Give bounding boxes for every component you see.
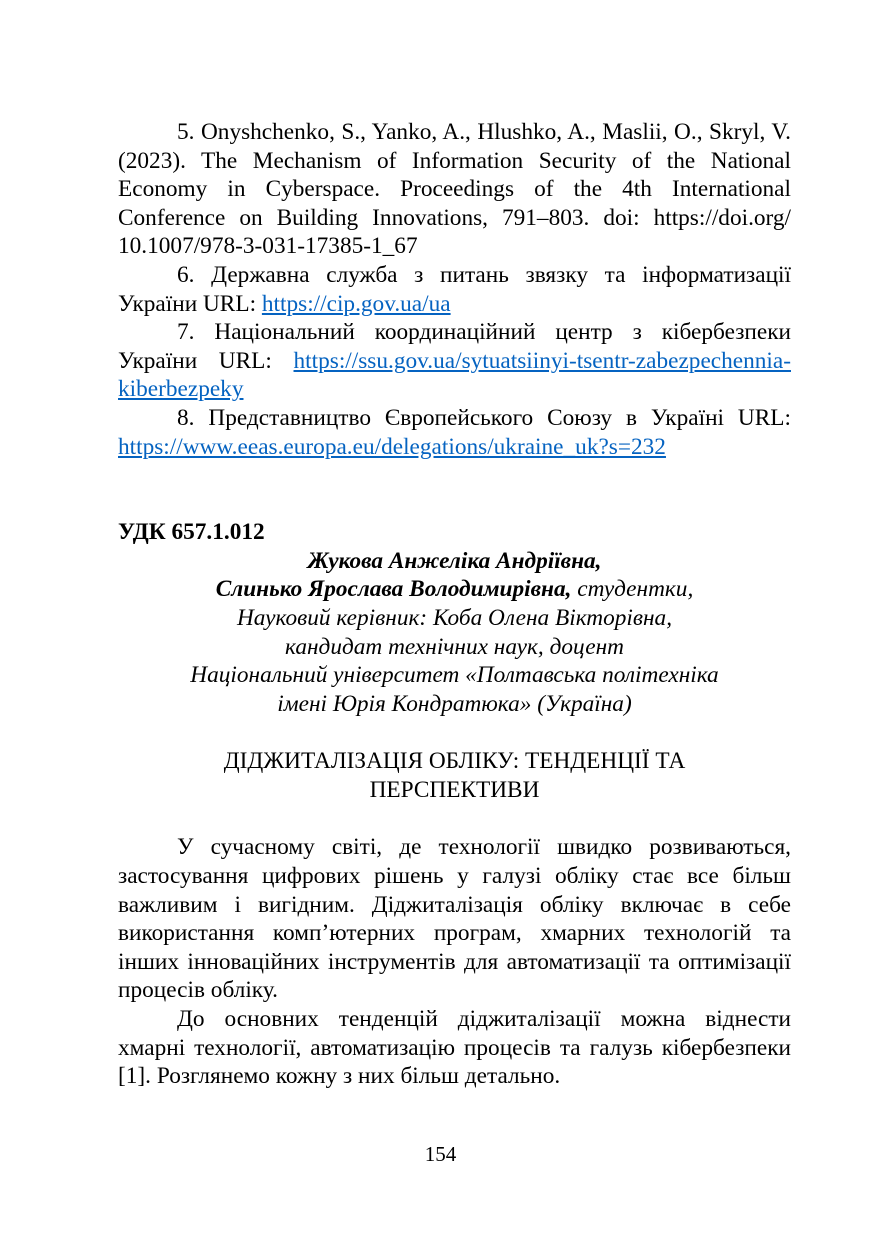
reference-link[interactable]: https://ssu.gov.ua/sytuatsiinyi-tsentr-zabezpechennia-kiberbezpeky [118, 347, 791, 403]
reference-link[interactable]: https://cip.gov.ua/ua [261, 290, 451, 317]
author-name: Слинько Ярослава Володимирівна, [215, 576, 572, 603]
university-line-2: імені Юрія Кондратюка» (Україна) [277, 690, 632, 717]
reference-text: Державна служба з питань звязку та інформатизації України URL: [118, 261, 792, 317]
article-title [118, 747, 791, 804]
body-paragraph-2: До основних тенденцій діджиталізації можна віднести хмарні технології, автоматизацію процесів та галузь кібербезпеки [1]. Розглянемо кожну з них більш детально. [118, 1006, 791, 1090]
reference-number: 6. [177, 261, 195, 288]
article-body [118, 833, 791, 1090]
author-block [118, 547, 791, 719]
author-line-1 [118, 547, 791, 576]
reference-item-5 [118, 118, 791, 261]
supervisor: Науковий керівник: Коба Олена Вікторівна, [236, 604, 673, 631]
title-line-2: ПЕРСПЕКТИВИ [369, 776, 540, 803]
reference-item-8 [118, 404, 791, 461]
document-page [118, 118, 791, 1091]
author-name: Жукова Анжеліка Андріївна, [307, 547, 602, 574]
author-role: студентки, [571, 576, 694, 603]
body-paragraph-1: У сучасному світі, де технології швидко розвиваються, застосування цифрових рішень у галузі обліку стає все більш важливим і вигідним. Діджиталізація обліку включає в себе використання комп’ютерних програм, хмарних технологій та інших інноваційних інструментів для автоматизації та оптимізації процесів обліку. [118, 834, 791, 1004]
title-line-1: ДІДЖИТАЛІЗАЦІЯ ОБЛІКУ: ТЕНДЕНЦІЇ ТА [223, 748, 686, 775]
reference-item-7 [118, 318, 791, 404]
reference-text: Onyshchenko, S., Yanko, A., Hlushko, A., Maslii, O., Skryl, V. (2023). The Mechanism of Information Security of the National Economy in Cyberspace. Proceedings of the 4th International Conference on Building Innovations, 791–803. doi: https://doi.org/ 10.1007/978-3-031-17385-1_67 [118, 119, 792, 260]
university-line-1: Національний університет «Полтавська політехніка [190, 662, 719, 689]
reference-item-6 [118, 261, 791, 318]
author-line-2 [118, 575, 791, 604]
reference-number: 5. [177, 119, 195, 145]
reference-list [118, 118, 791, 461]
page-number: 154 [424, 1142, 457, 1166]
reference-number: 7. [177, 319, 195, 346]
udk-code: УДК 657.1.012 [118, 519, 265, 546]
reference-text: Представництво Європейського Союзу в Україні URL: [208, 404, 791, 431]
reference-text: Національний координаційний центр з кібербезпеки України URL: [118, 319, 792, 374]
supervisor-degree: кандидат технічних наук, доцент [285, 633, 624, 660]
reference-number: 8. [177, 404, 195, 431]
reference-link[interactable]: https://www.eeas.europa.eu/delegations/ukraine_uk?s=232 [118, 433, 666, 460]
